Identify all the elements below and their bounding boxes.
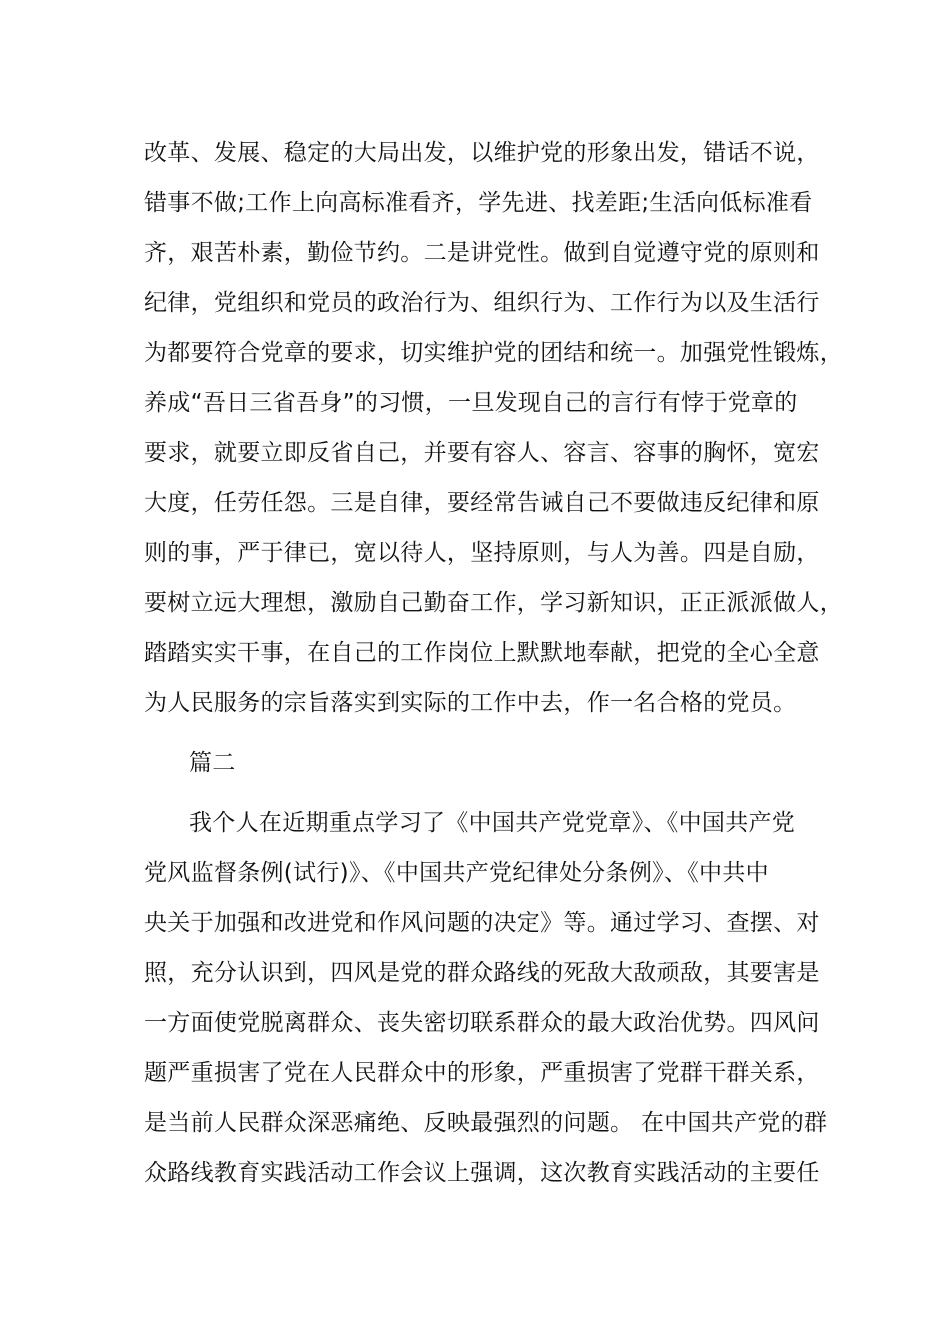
- text-line: 大度，任劳任怨。三是自律，要经常告诫自己不要做违反纪律和原: [144, 490, 820, 516]
- text-line: 我个人在近期重点学习了《中国共产党党章》、《中国共产党: [189, 810, 796, 836]
- text-line: 照，充分认识到，四风是党的群众路线的死敌大敌顽敌，其要害是: [144, 960, 820, 986]
- text-line: 要树立远大理想，激励自己勤奋工作，学习新知识，正正派派做人，: [144, 590, 843, 616]
- text-line: 为人民服务的宗旨落实到实际的工作中去，作一名合格的党员。: [144, 690, 797, 716]
- text-line: 错事不做;工作上向高标准看齐，学先进、找差距;生活向低标准看: [144, 190, 813, 216]
- text-line: 题严重损害了党在人民群众中的形象，严重损害了党群干群关系，: [144, 1060, 820, 1086]
- text-line: 为都要符合党章的要求，切实维护党的团结和统一。加强党性锻炼，: [144, 340, 843, 366]
- text-line: 则的事，严于律已，宽以待人，坚持原则，与人为善。四是自励，: [144, 540, 820, 566]
- text-line: 改革、发展、稳定的大局出发，以维护党的形象出发，错话不说，: [144, 140, 820, 166]
- text-line: 踏踏实实干事，在自己的工作岗位上默默地奉献，把党的全心全意: [144, 640, 820, 666]
- text-line: 要求，就要立即反省自己，并要有容人、容言、容事的胸怀，宽宏: [144, 440, 820, 466]
- document-body: [144, 128, 843, 1198]
- text-line: 党风监督条例(试行)》、《中国共产党纪律处分条例》、《中共中: [144, 860, 769, 886]
- text-line: 齐，艰苦朴素，勤俭节约。二是讲党性。做到自觉遵守党的原则和: [144, 240, 820, 266]
- text-line: 是当前人民群众深恶痛绝、反映最强烈的问题。 在中国共产党的群: [144, 1110, 828, 1136]
- text-line: 纪律，党组织和党员的政治行为、组织行为、工作行为以及生活行: [144, 290, 820, 316]
- text-line: 养成“吾日三省吾身”的习惯，一旦发现自己的言行有悖于党章的: [144, 390, 798, 416]
- paragraph-spacer: [144, 728, 810, 738]
- section-heading: [144, 738, 810, 788]
- text-line: 一方面使党脱离群众、丧失密切联系群众的最大政治优势。四风问: [144, 1010, 820, 1036]
- paragraph: [144, 128, 843, 728]
- text-line: 众路线教育实践活动工作会议上强调，这次教育实践活动的主要任: [144, 1160, 820, 1186]
- section-heading-text: 篇二: [189, 750, 236, 776]
- text-line: 央关于加强和改进党和作风问题的决定》等。通过学习、查摆、对: [144, 910, 820, 936]
- paragraph-spacer: [144, 788, 810, 798]
- paragraph: [144, 798, 828, 1198]
